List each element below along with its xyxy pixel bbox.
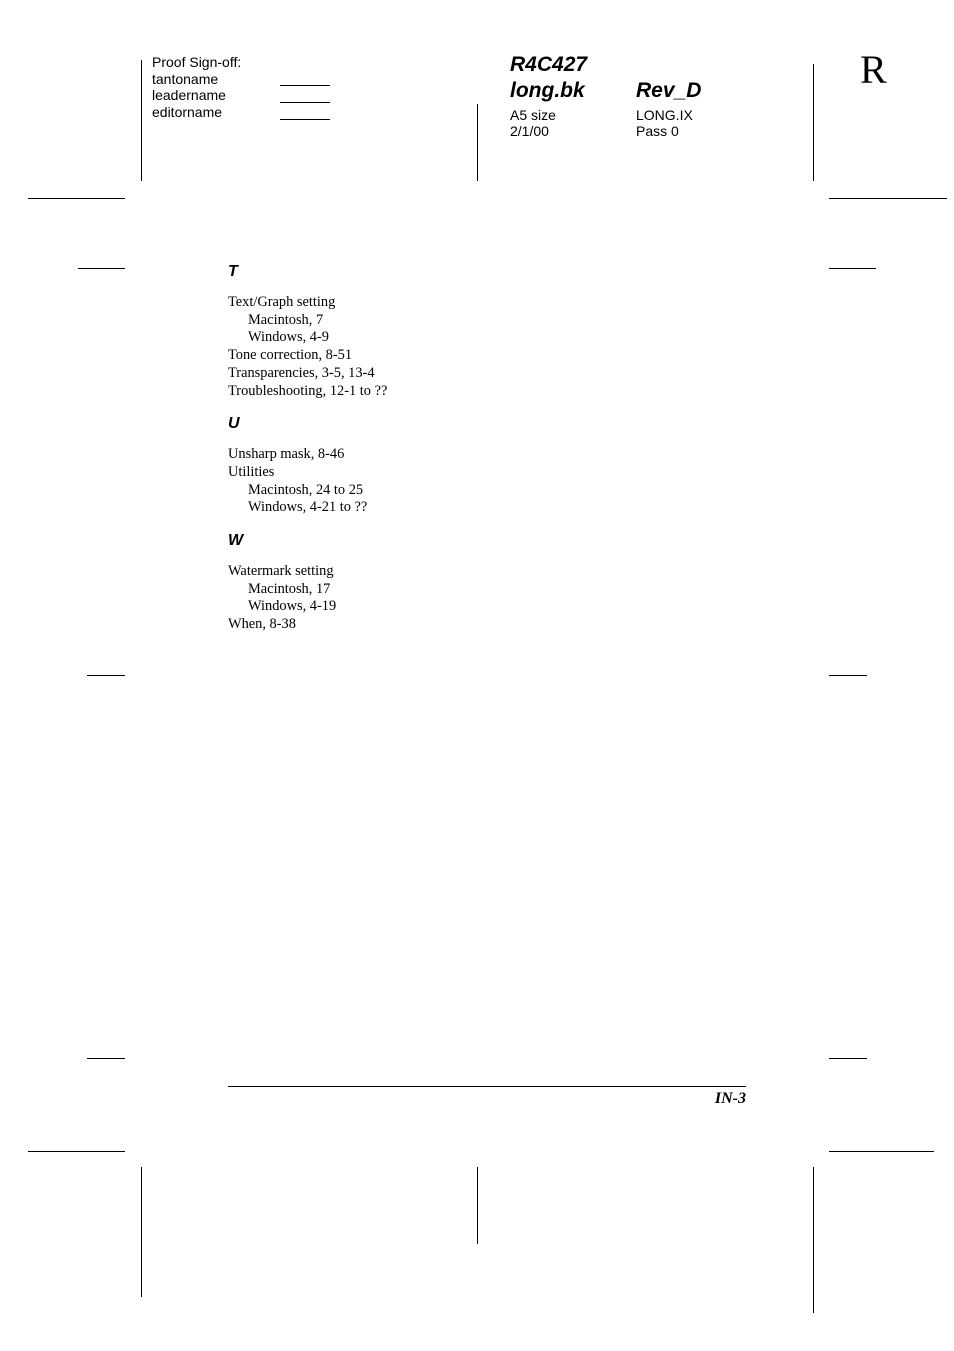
crop-mark [829,1151,934,1152]
revision: Rev_D [636,79,702,102]
crop-mark [829,198,947,199]
index-subentry: Windows, 4-9 [248,329,329,346]
index-entry: Transparencies, 3-5, 13-4 [228,364,375,381]
crop-mark [87,1058,125,1059]
index-section [228,531,628,634]
crop-mark [477,1167,478,1244]
index-letter-heading: W [228,532,244,550]
crop-mark [813,64,814,181]
page-number: IN-3 [714,1090,746,1107]
signoff-name: tantoname [152,70,219,87]
crop-mark [477,104,478,181]
footer-rule [228,1086,746,1087]
index-entry: Troubleshooting, 12-1 to ?? [228,382,388,399]
index-subentry: Windows, 4-19 [248,598,337,615]
index-entry: When, 8-38 [228,616,296,633]
crop-mark [78,268,125,269]
index-section [228,414,628,517]
index-subentry: Macintosh, 24 to 25 [248,481,364,498]
page-size: A5 size [510,107,556,123]
index-subentry: Macintosh, 17 [248,580,331,597]
crop-mark [813,1167,814,1313]
crop-mark [87,675,125,676]
index-entry: Watermark setting [228,563,334,580]
crop-mark [829,1058,867,1059]
index-subentry: Macintosh, 7 [248,311,324,328]
doc-code: R4C427 [510,53,588,76]
crop-mark [141,1167,142,1297]
corner-letter: R [860,47,887,92]
signoff-blank-line [280,119,330,120]
index-list [228,262,628,648]
signoff-title: Proof Sign-off: [152,54,242,70]
index-letter-heading: U [228,415,240,433]
index-entry: Tone correction, 8-51 [228,347,353,364]
index-entry: Text/Graph setting [228,294,336,310]
doc-date: 2/1/00 [510,123,549,139]
index-section [228,262,628,400]
crop-mark [829,268,876,269]
signoff-blank-line [280,102,330,103]
proof-signoff [152,54,241,120]
index-entry: Utilities [228,463,275,480]
pass-number: Pass 0 [636,123,679,139]
signoff-name: leadername [152,87,226,103]
crop-mark [28,198,125,199]
crop-mark [141,60,142,181]
file-name: LONG.IX [636,107,693,123]
crop-mark [28,1151,125,1152]
crop-mark [829,675,867,676]
index-letter-heading: T [228,263,238,280]
index-entry: Unsharp mask, 8-46 [228,446,345,463]
signoff-name: editorname [152,103,223,120]
book-name: long.bk [510,79,585,102]
index-subentry: Windows, 4-21 to ?? [248,499,368,516]
signoff-blank-line [280,85,330,86]
